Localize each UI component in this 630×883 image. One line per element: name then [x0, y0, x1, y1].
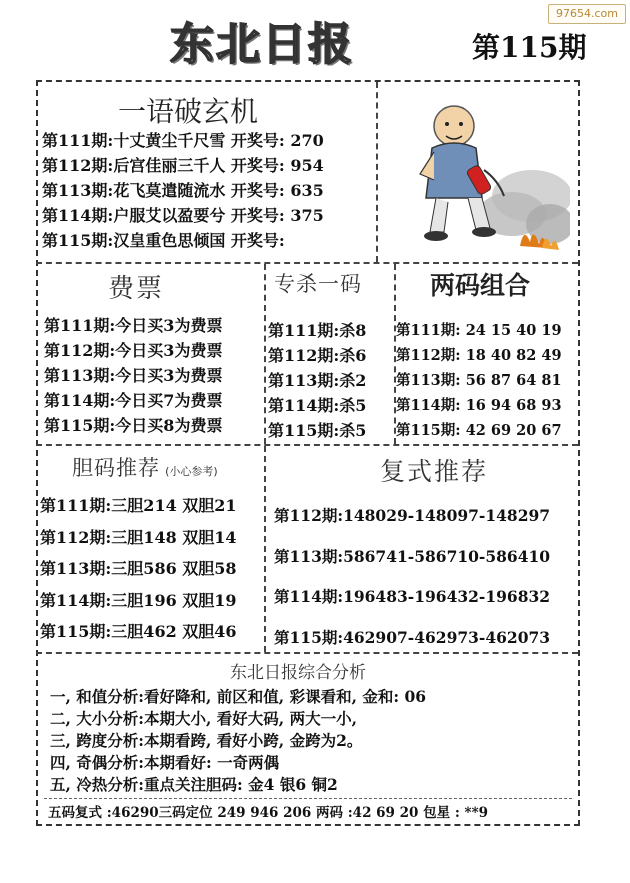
zhuansha-row: 第113期:杀2 [268, 371, 367, 390]
riddle-list [42, 128, 324, 253]
zhuansha-row: 第114期:杀5 [268, 396, 367, 415]
analysis-title: 东北日报综合分析 [230, 663, 366, 683]
riddle-row: 第115期:汉皇重色思倾国 开奖号: [42, 231, 285, 250]
analysis-list [50, 686, 426, 796]
danma-list [40, 490, 237, 648]
zhuansha-row: 第115期:杀5 [268, 421, 367, 440]
danma-row: 第113期:三胆586 双胆58 [40, 559, 237, 578]
analysis-footer: 五码复式 :46290三码定位 249 946 206 两码 :42 69 20 包星 : **9 [48, 805, 489, 821]
newspaper-title: 东北日报 [170, 19, 354, 70]
feipiao-list [44, 313, 222, 438]
riddle-title: 一语破玄机 [118, 95, 259, 128]
analysis-row: 三, 跨度分析:本期看跨, 看好小跨, 金跨为2。 [50, 731, 363, 750]
danma-note: (小心参考) [165, 465, 218, 478]
divider-danma [264, 446, 266, 652]
liangma-title: 两码组合 [430, 271, 531, 300]
zhuansha-row: 第112期:杀6 [268, 346, 367, 365]
riddle-row: 第114期:户服艾以盈要兮 开奖号: 375 [42, 206, 324, 225]
liangma-list [396, 318, 562, 443]
liangma-row: 第113期: 56 87 64 81 [396, 372, 562, 389]
danma-header [72, 452, 218, 482]
divider-feipiao [264, 264, 266, 444]
riddle-row: 第113期:花飞莫遣随流水 开奖号: 635 [42, 181, 324, 200]
danma-row: 第111期:三胆214 双胆21 [40, 496, 237, 515]
fushi-list [274, 496, 550, 658]
watermark-badge: 97654.com [548, 4, 626, 24]
danma-row: 第114期:三胆196 双胆19 [40, 590, 237, 610]
liangma-row: 第114期: 16 94 68 93 [396, 397, 562, 414]
analysis-row: 一, 和值分析:看好降和, 前区和值, 彩课看和, 金和: 06 [50, 687, 427, 706]
fushi-row: 第115期:462907-462973-462073 [274, 627, 551, 647]
zhuansha-list [268, 318, 366, 443]
riddle-row: 第111期:十丈黄尘千尺雪 开奖号: 270 [42, 131, 324, 150]
liangma-row: 第111期: 24 15 40 19 [396, 322, 562, 339]
fushi-row: 第113期:586741-586710-586410 [274, 546, 551, 566]
divider-riddle [376, 82, 378, 262]
feipiao-row: 第111期:今日买3为费票 [44, 316, 223, 335]
danma-title: 胆码推荐 [72, 456, 160, 480]
liangma-row: 第112期: 18 40 82 49 [396, 347, 562, 364]
analysis-row: 五, 冷热分析:重点关注胆码: 金4 银6 铜2 [50, 775, 338, 794]
divider-middle [36, 444, 578, 446]
riddle-row: 第112期:后宫佳丽三千人 开奖号: 954 [42, 156, 324, 175]
feipiao-row: 第115期:今日买8为费票 [44, 416, 223, 435]
divider-top [36, 262, 578, 264]
fushi-title: 复式推荐 [380, 457, 489, 486]
monk-illustration [392, 96, 570, 254]
feipiao-row: 第112期:今日买3为费票 [44, 341, 223, 360]
fushi-row: 第112期:148029-148097-148297 [274, 506, 551, 525]
feipiao-title: 费票 [108, 274, 165, 304]
zhuansha-row: 第111期:杀8 [268, 321, 367, 340]
zhuansha-title: 专杀一码 [274, 272, 362, 296]
feipiao-row: 第113期:今日买3为费票 [44, 366, 223, 385]
danma-row: 第115期:三胆462 双胆46 [40, 622, 237, 641]
analysis-row: 四, 奇偶分析:本期看好: 一奇两偶 [50, 753, 280, 772]
feipiao-row: 第114期:今日买7为费票 [44, 391, 223, 410]
monk-with-fire-extinguisher-icon [392, 96, 570, 254]
analysis-row: 二, 大小分析:本期大小, 看好大码, 两大一小, [50, 709, 357, 728]
liangma-row: 第115期: 42 69 20 67 [396, 422, 562, 439]
fushi-row: 第114期:196483-196432-196832 [274, 587, 551, 606]
danma-row: 第112期:三胆148 双胆14 [40, 527, 237, 547]
issue-number: 第115期 [472, 31, 587, 64]
